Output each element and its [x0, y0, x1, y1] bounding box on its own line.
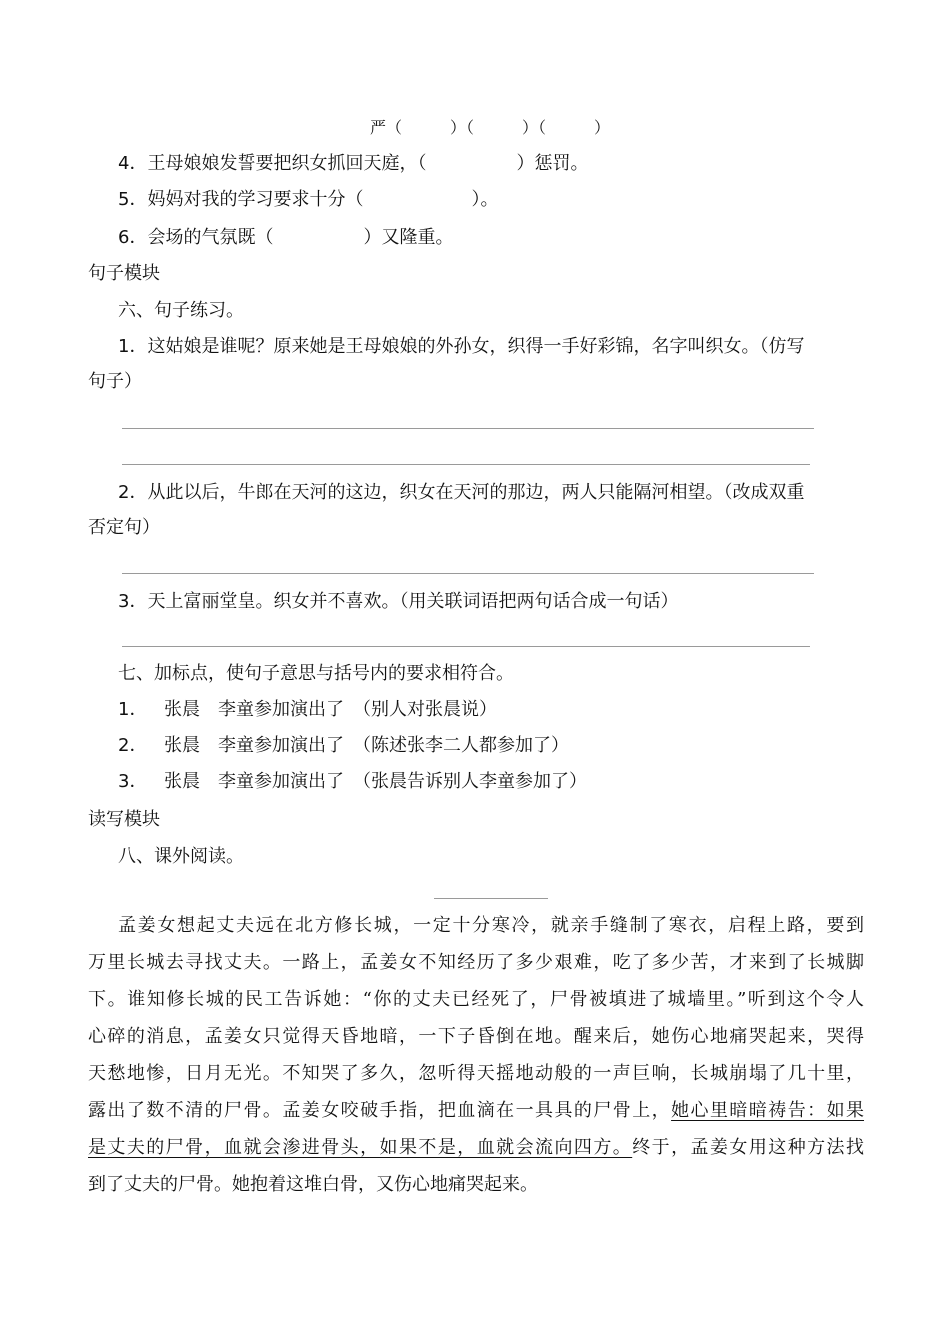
passage-line: 孟姜女想起丈夫远在北方修长城，一定十分寒冷，就亲手缝制了寒衣，启程上路，要到 [118, 915, 864, 936]
item-number: 1． [118, 699, 148, 720]
passage-text: 露出了数不清的尸骨。孟姜女咬破手指，把血滴在一具具的尸骨上， [88, 1100, 672, 1121]
underlined-sentence: 是丈夫的尸骨，血就会渗进骨头，如果不是，血就会流向四方。 [88, 1137, 633, 1158]
item-number: 2． [118, 735, 148, 756]
passage-line: 万里长城去寻找丈夫。一路上，孟姜女不知经历了多少艰难，吃了多少苦，才来到了长城脚 [88, 952, 864, 973]
passage-line [88, 1099, 864, 1123]
answer-line[interactable] [122, 464, 810, 465]
section-8-heading: 八、课外阅读。 [118, 846, 244, 867]
punctuation-item-2 [118, 734, 569, 758]
answer-line[interactable] [122, 646, 810, 647]
passage-line: 天愁地惨，日月无光。不知哭了多久，忽听得天摇地动般的一声巨响，长城崩塌了几十里， [88, 1063, 864, 1084]
punctuation-item-3 [118, 770, 587, 794]
sentence-3: 3．天上富丽堂皇。织女并不喜欢。（用关联词语把两句话合成一句话） [118, 591, 679, 612]
item-text: 张晨 李童参加演出了 （陈述张李二人都参加了） [164, 735, 569, 756]
underlined-sentence: 她心里暗暗祷告：如果 [671, 1100, 865, 1121]
passage-line: 下。谁知修长城的民工告诉她：“你的丈夫已经死了，尸骨被填进了城墙里。”听到这个令人 [88, 989, 864, 1010]
passage-text: 终于，孟姜女用这种方法找 [632, 1137, 864, 1158]
sentence-2-line-1: 2．从此以后，牛郎在天河的这边，织女在天河的那边，两人只能隔河相望。（改成双重 [118, 482, 805, 503]
answer-line[interactable] [122, 573, 814, 574]
sentence-2-line-2: 否定句） [88, 517, 160, 538]
question-4: 4．王母娘娘发誓要把织女抓回天庭，（ ）惩罚。 [118, 153, 589, 174]
section-6-heading: 六、句子练习。 [118, 300, 244, 321]
reading-module-title: 读写模块 [88, 809, 160, 830]
passage-line [88, 1136, 864, 1160]
passage-line: 到了丈夫的尸骨。她抱着这堆白骨，又伤心地痛哭起来。 [88, 1174, 538, 1195]
question-5: 5．妈妈对我的学习要求十分（ ）。 [118, 189, 499, 210]
sentence-1-line-1: 1．这姑娘是谁呢？原来她是王母娘娘的外孙女，织得一手好彩锦，名字叫织女。（仿写 [118, 336, 805, 357]
yan-word-line: 严（ ）（ ）（ ） [370, 118, 611, 137]
passage-line: 心碎的消息，孟姜女只觉得天昏地暗，一下子昏倒在地。醒来后，她伤心地痛哭起来，哭得 [88, 1026, 864, 1047]
section-7-heading: 七、加标点，使句子意思与括号内的要求相符合。 [118, 663, 514, 684]
sentence-module-title: 句子模块 [88, 263, 160, 284]
title-blank-line[interactable] [434, 898, 548, 899]
sentence-1-line-2: 句子） [88, 371, 142, 392]
item-text: 张晨 李童参加演出了 （张晨告诉别人李童参加了） [164, 771, 587, 792]
item-number: 3． [118, 771, 148, 792]
punctuation-item-1 [118, 698, 497, 722]
item-text: 张晨 李童参加演出了 （别人对张晨说） [164, 699, 497, 720]
question-6: 6．会场的气氛既（ ）又隆重。 [118, 227, 454, 248]
answer-line[interactable] [122, 428, 814, 429]
